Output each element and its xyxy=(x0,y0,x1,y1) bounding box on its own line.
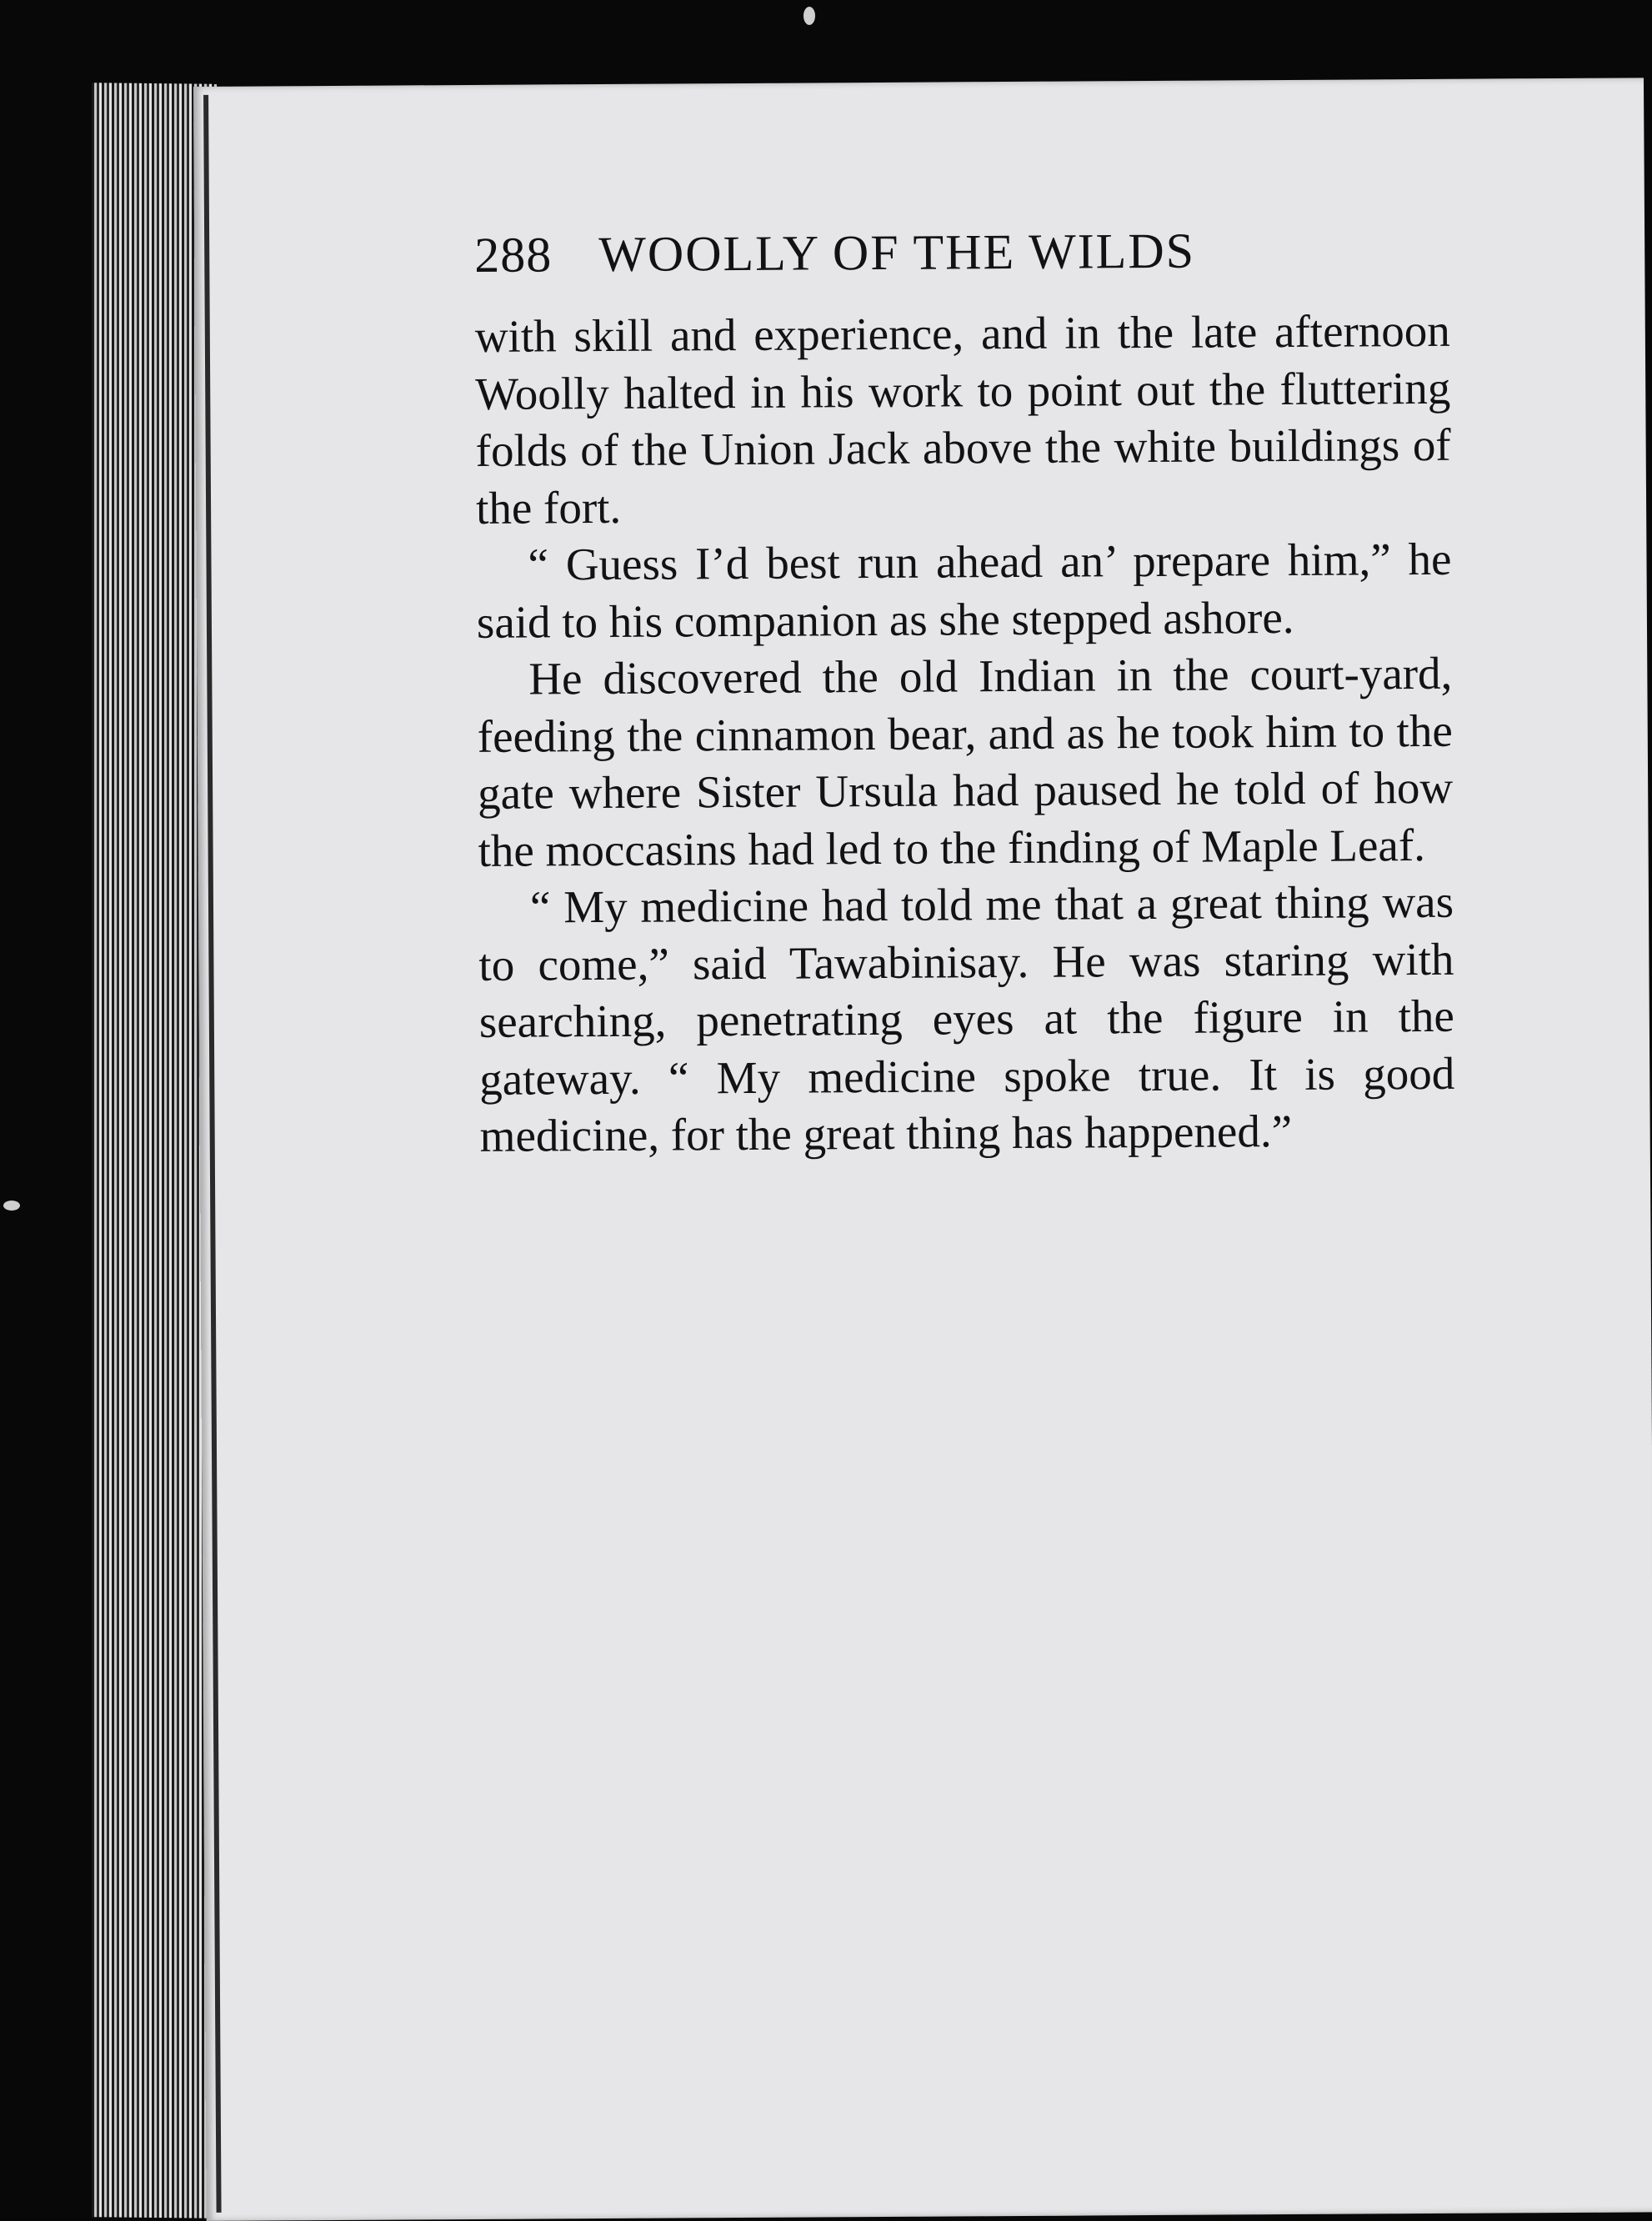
book-page xyxy=(193,78,1652,2221)
page-number: 288 xyxy=(474,227,553,283)
paragraph: “ Guess I’d best run ahead an’ prepare him,” he said to his companion as she stepped ashore. xyxy=(476,533,1452,648)
paragraph: “ My medicine had told me that a great thing was to come,” said Tawabinisay. He was staring with searching, penetrating eyes at the figure in the gateway. “ My medicine spoke true. It is good medicine, for the great thing has happened.” xyxy=(478,875,1455,1161)
running-head xyxy=(474,221,1450,303)
scan-speck xyxy=(3,1201,20,1211)
scan-speck xyxy=(803,7,815,25)
text-block xyxy=(474,221,1455,1166)
running-head-title: WOOLLY OF THE WILDS xyxy=(598,223,1196,283)
paragraph: with skill and experience, and in the late afternoon Woolly halted in his work to point out the fluttering folds of the Union Jack above the white buildings of the fort. xyxy=(474,304,1451,534)
paragraph: He discovered the old Indian in the court-yard, feeding the cinnamon bear, and as he took him to the gate where Sister Ursula had paused he told of how the moccasins had led to the finding of Maple Leaf. xyxy=(477,647,1454,876)
